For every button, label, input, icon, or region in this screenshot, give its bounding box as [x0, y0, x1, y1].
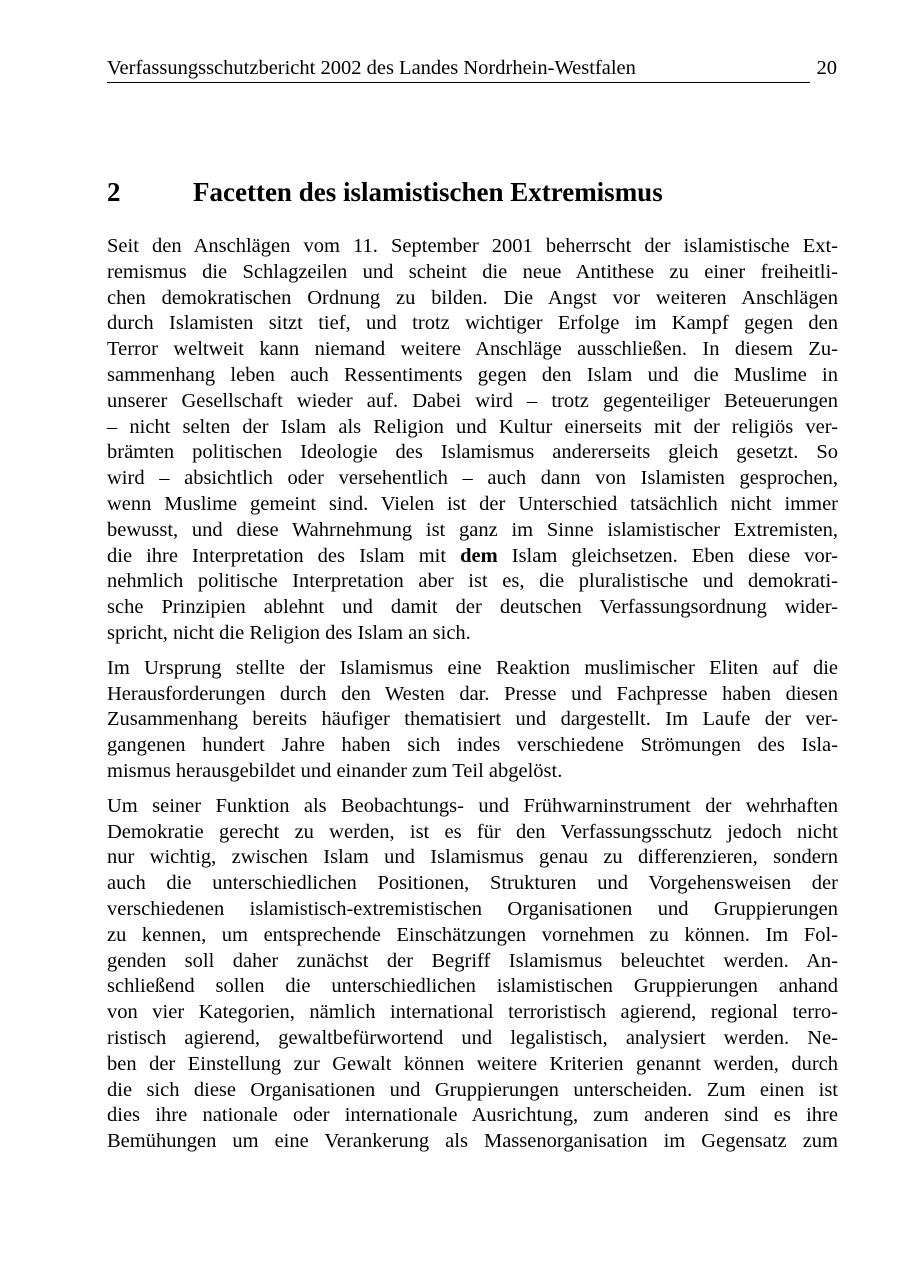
chapter-title: Facetten des islamistischen Extremismus [193, 177, 663, 207]
text-line: nur wichtig, zwischen Islam und Islamismus genau zu differenzieren, sondern [107, 846, 838, 869]
header-title: Verfassungsschutzbericht 2002 des Landes Nordrhein-Westfalen [107, 57, 636, 79]
text-line: Bemühungen um eine Verankerung als Massenorganisation im Gegensatz zum [107, 1130, 838, 1153]
body-text [107, 234, 838, 1164]
text-line: Um seiner Funktion als Beobachtungs- und Frühwarninstrument der wehrhaften [107, 794, 838, 817]
running-header [107, 54, 837, 84]
text-line: spricht, nicht die Religion des Islam an sich. [107, 621, 471, 644]
text-line: genden soll daher zunächst der Begriff Islamismus beleuchtet werden. An- [107, 949, 838, 972]
text-line: Terror weltweit kann niemand weitere Anschläge ausschließen. In diesem Zu- [107, 338, 838, 361]
text-line: gangenen hundert Jahre haben sich indes verschiedene Strömungen des Isla- [107, 734, 838, 757]
text-line: bewusst, und diese Wahrnehmung ist ganz im Sinne islamistischer Extremisten, [107, 518, 838, 541]
text-line: sche Prinzipien ablehnt und damit der deutschen Verfassungsordnung wider- [107, 596, 838, 619]
text-line: Herausforderungen durch den Westen dar. Presse und Fachpresse haben diesen [107, 682, 838, 705]
text-line: dies ihre nationale oder internationale Ausrichtung, zum anderen sind es ihre [107, 1104, 838, 1127]
chapter-heading [107, 174, 837, 210]
text-line: ristisch agierend, gewaltbefürwortend und legalistisch, analysiert werden. Ne- [107, 1026, 838, 1049]
text-line: wenn Muslime gemeint sind. Vielen ist der Unterschied tatsächlich nicht immer [107, 492, 838, 515]
text-line: chen demokratischen Ordnung zu bilden. Die Angst vor weiteren Anschlägen [107, 286, 838, 309]
text-line: sammenhang leben auch Ressentiments gegen den Islam und die Muslime in [107, 363, 838, 386]
emphasis-word: dem [460, 544, 498, 567]
text-line: Im Ursprung stellte der Islamismus eine Reaktion muslimischer Eliten auf die [107, 656, 838, 679]
line-tail: Islam gleichsetzen. Eben diese vor- [497, 544, 838, 567]
page-number: 20 [816, 57, 837, 79]
text-line: verschiedenen islamistisch-extremistischen Organisationen und Gruppierungen [107, 897, 838, 920]
text-line-with-emphasis [107, 544, 838, 570]
text-line: Demokratie gerecht zu werden, ist es für den Verfassungsschutz jedoch nicht [107, 820, 838, 843]
text-line: schließend sollen die unterschiedlichen islamistischen Gruppierungen anhand [107, 975, 838, 998]
text-line: Zusammenhang bereits häufiger thematisiert und dargestellt. Im Laufe der ver- [107, 708, 838, 731]
text-line: unserer Gesellschaft wieder auf. Dabei wird – trotz gegenteiliger Beteuerungen [107, 389, 838, 412]
text-line: mismus herausgebildet und einander zum Teil abgelöst. [107, 759, 563, 782]
header-rule [107, 82, 810, 83]
text-line: die sich diese Organisationen und Gruppierungen unterscheiden. Zum einen ist [107, 1078, 838, 1101]
text-line: zu kennen, um entsprechende Einschätzungen vornehmen zu können. Im Fol- [107, 923, 838, 946]
paragraph-1 [107, 234, 838, 647]
text-line: – nicht selten der Islam als Religion und Kultur einerseits mit der religiös ver- [107, 415, 838, 438]
line-head: die ihre Interpretation des Islam mit [107, 544, 461, 567]
chapter-number: 2 [107, 177, 121, 207]
text-line: wird – absichtlich oder versehentlich – auch dann von Islamisten gesprochen, [107, 467, 838, 490]
text-line: Seit den Anschlägen vom 11. September 2001 beherrscht der islamistische Ext- [107, 235, 838, 257]
paragraph-3 [107, 794, 838, 1155]
paragraph-2 [107, 656, 838, 785]
text-line: von vier Kategorien, nämlich international terroristisch agierend, regional terro- [107, 1001, 838, 1024]
text-line: nehmlich politische Interpretation aber ist es, die pluralistische und demokrati- [107, 570, 838, 593]
text-line: brämten politischen Ideologie des Islamismus andererseits gleich gesetzt. So [107, 441, 838, 464]
text-line: durch Islamisten sitzt tief, und trotz wichtiger Erfolge im Kampf gegen den [107, 312, 838, 335]
text-line: auch die unterschiedlichen Positionen, Strukturen und Vorgehensweisen der [107, 872, 838, 895]
text-line: ben der Einstellung zur Gewalt können weitere Kriterien genannt werden, durch [107, 1052, 838, 1075]
text-line: remismus die Schlagzeilen und scheint die neue Antithese zu einer freiheitli- [107, 260, 838, 283]
